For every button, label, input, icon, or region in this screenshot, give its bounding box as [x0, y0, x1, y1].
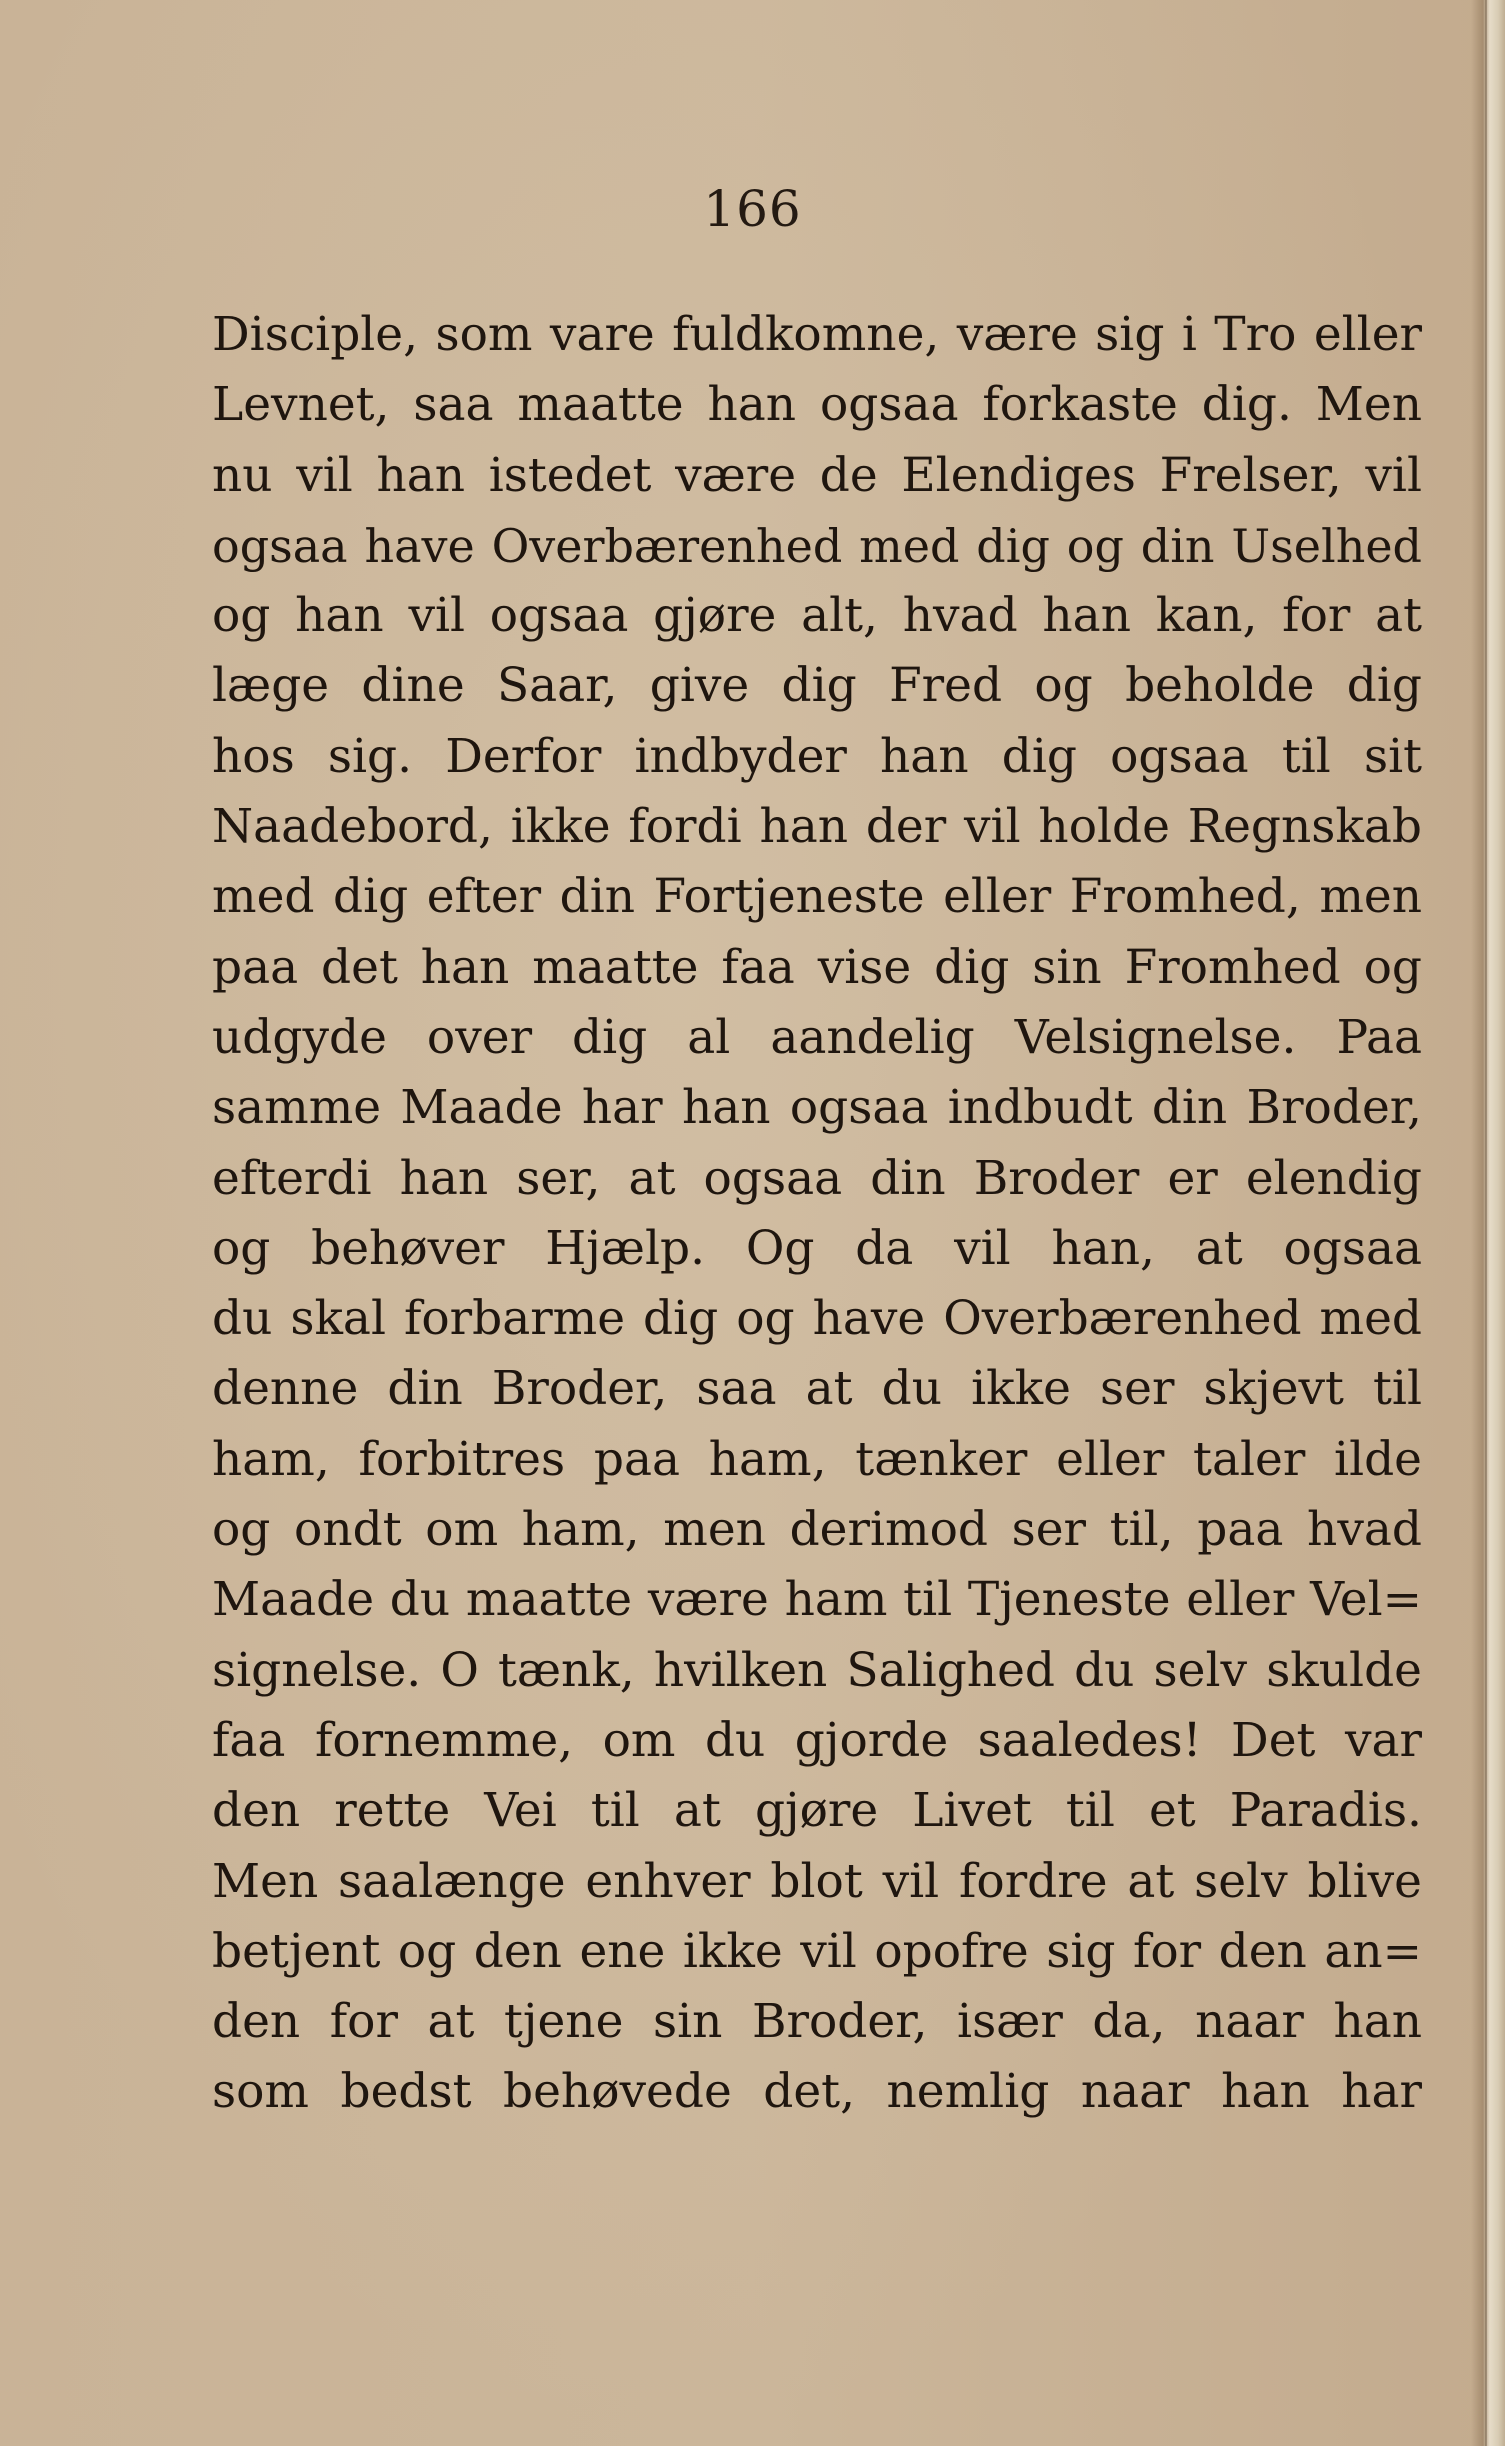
page-edge [1471, 0, 1505, 2446]
text-line: betjent og den ene ikke vil opofre sig for den an= [212, 1923, 1422, 1979]
text-line: med dig efter din Fortjeneste eller Fromhed, men [212, 869, 1422, 925]
text-line: og ondt om ham, men derimod ser til, paa hvad [212, 1502, 1422, 1558]
text-line: ham, forbitres paa ham, tænker eller taler ilde [212, 1431, 1422, 1487]
text-line: samme Maade har han ogsaa indbudt din Broder, [212, 1080, 1422, 1136]
text-line: og han vil ogsaa gjøre alt, hvad han kan, for at [212, 588, 1422, 644]
text-line: Maade du maatte være ham til Tjeneste eller Vel= [212, 1572, 1422, 1628]
text-line: ogsaa have Overbærenhed med dig og din Uselhed [212, 518, 1422, 573]
text-line: efterdi han ser, at ogsaa din Broder er elendig [212, 1150, 1422, 1206]
text-line: Naadebord, ikke fordi han der vil holde Regnskab [212, 799, 1422, 855]
text-line: faa fornemme, om du gjorde saaledes! Det var [212, 1712, 1422, 1768]
text-line: Disciple, som vare fuldkomne, være sig i Tro eller [212, 307, 1422, 362]
body-text [212, 300, 1422, 2128]
text-line: nu vil han istedet være de Elendiges Frelser, vil [212, 447, 1422, 503]
text-line: denne din Broder, saa at du ikke ser skjevt til [212, 1361, 1422, 1417]
text-line: som bedst behøvede det, nemlig naar han har [212, 2064, 1422, 2120]
text-line: den rette Vei til at gjøre Livet til et Paradis. [212, 1783, 1422, 1839]
text-line: og behøver Hjælp. Og da vil han, at ogsaa [212, 1220, 1422, 1276]
text-line: den for at tjene sin Broder, især da, naar han [212, 1994, 1422, 2050]
text-line: hos sig. Derfor indbyder han dig ogsaa til sit [212, 728, 1422, 784]
text-line: Levnet, saa maatte han ogsaa forkaste dig. Men [212, 377, 1422, 433]
text-line: læge dine Saar, give dig Fred og beholde dig [212, 658, 1422, 714]
text-line: du skal forbarme dig og have Overbærenhed med [212, 1291, 1422, 1347]
page-number: 166 [703, 180, 802, 238]
text-line: udgyde over dig al aandelig Velsignelse. Paa [212, 1009, 1422, 1065]
text-line: Men saalænge enhver blot vil fordre at selv blive [212, 1853, 1422, 1909]
text-line: paa det han maatte faa vise dig sin Fromhed og [212, 939, 1422, 995]
text-line: signelse. O tænk, hvilken Salighed du selv skulde [212, 1642, 1422, 1698]
